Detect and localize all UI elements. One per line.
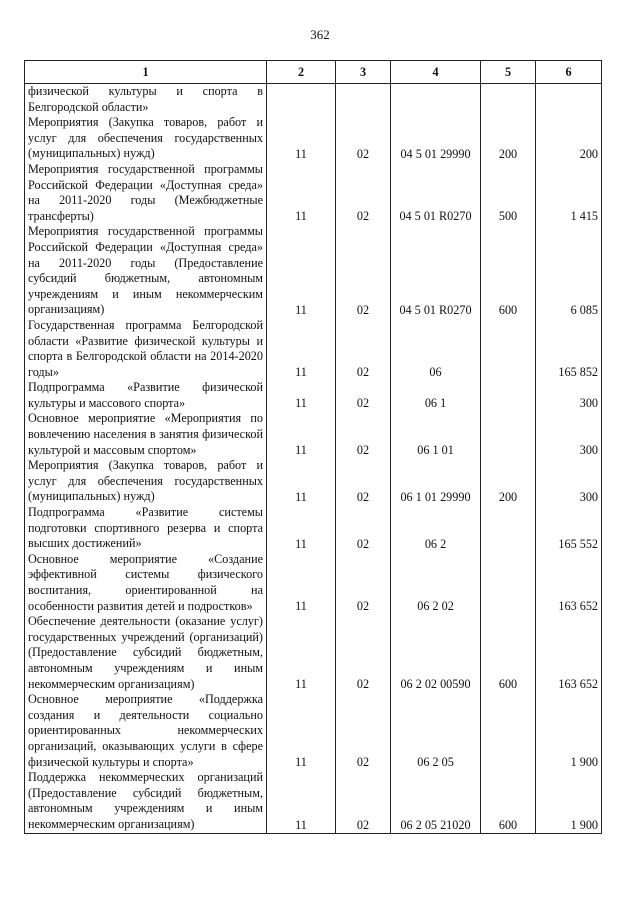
row-section-cell: 11 [267,770,336,833]
row-section-cell: 11 [267,162,336,224]
row-expense-type-cell: 600 [481,770,536,833]
budget-table [24,60,602,834]
row-subsection-cell: 02 [336,411,391,458]
row-expense-type-cell: 600 [481,224,536,318]
row-section-cell [267,84,336,116]
row-name-cell: Мероприятия (Закупка товаров, работ и услуг для обеспечения государственных (муниципальных) нужд) [25,458,267,505]
row-expense-type-cell [481,552,536,614]
row-amount-cell: 6 085 [536,224,602,318]
row-expense-type-cell [481,380,536,411]
row-section-cell: 11 [267,224,336,318]
row-expense-type-cell [481,84,536,116]
row-expense-type-cell: 200 [481,458,536,505]
table-row [25,162,602,224]
row-section-cell: 11 [267,505,336,552]
table-row [25,380,602,411]
table-row [25,552,602,614]
row-amount-cell: 1 900 [536,692,602,770]
row-target-item-cell: 06 2 05 21020 [391,770,481,833]
row-section-cell: 11 [267,380,336,411]
row-expense-type-cell [481,505,536,552]
table-row [25,458,602,505]
header-col-3: 3 [336,61,391,84]
row-target-item-cell: 06 2 02 00590 [391,614,481,692]
row-target-item-cell: 06 1 01 [391,411,481,458]
table-row [25,614,602,692]
header-row [25,61,602,84]
row-expense-type-cell [481,692,536,770]
header-col-1: 1 [25,61,267,84]
row-name-cell: Подпрограмма «Развитие системы подготовки спортивного резерва и спорта высших достижений» [25,505,267,552]
row-target-item-cell: 06 2 05 [391,692,481,770]
table-row [25,505,602,552]
row-name-cell: Основное мероприятие «Создание эффективной системы физического воспитания, ориентированной на особенности развития детей и подростков» [25,552,267,614]
row-section-cell: 11 [267,692,336,770]
row-subsection-cell: 02 [336,458,391,505]
row-section-cell: 11 [267,614,336,692]
table-row [25,411,602,458]
row-subsection-cell: 02 [336,614,391,692]
row-amount-cell: 163 652 [536,552,602,614]
row-subsection-cell: 02 [336,552,391,614]
row-amount-cell: 300 [536,380,602,411]
row-section-cell: 11 [267,318,336,380]
row-subsection-cell: 02 [336,380,391,411]
row-expense-type-cell: 600 [481,614,536,692]
table-row [25,318,602,380]
header-col-5: 5 [481,61,536,84]
row-name-cell: Основное мероприятие «Поддержка создания и деятельности социально ориентированных некоммерческих организаций, оказывающих услуги в сфере физической культуры и спорта» [25,692,267,770]
row-subsection-cell: 02 [336,318,391,380]
row-amount-cell [536,84,602,116]
row-section-cell: 11 [267,115,336,162]
row-name-cell: Поддержка некоммерческих организаций (Предоставление субсидий бюджетным, автономным учреждениям и иным некоммерческим организациям) [25,770,267,833]
row-target-item-cell: 06 2 02 [391,552,481,614]
table-row [25,770,602,833]
header-col-4: 4 [391,61,481,84]
row-target-item-cell: 06 2 [391,505,481,552]
row-subsection-cell: 02 [336,162,391,224]
table-row [25,115,602,162]
row-name-cell: Мероприятия государственной программы Российской Федерации «Доступная среда» на 2011-2020 годы (Предоставление субсидий бюджетным, автономным учреждениям и иным некоммерческим организациям) [25,224,267,318]
row-target-item-cell: 04 5 01 R0270 [391,162,481,224]
table-row [25,224,602,318]
row-expense-type-cell: 500 [481,162,536,224]
table-row [25,84,602,116]
row-amount-cell: 163 652 [536,614,602,692]
row-name-cell: Обеспечение деятельности (оказание услуг) государственных учреждений (организаций) (Предоставление субсидий бюджетным, автономным учреждениям и иным некоммерческим организациям) [25,614,267,692]
row-expense-type-cell [481,411,536,458]
row-subsection-cell: 02 [336,505,391,552]
row-subsection-cell [336,84,391,116]
row-target-item-cell: 04 5 01 29990 [391,115,481,162]
row-amount-cell: 165 552 [536,505,602,552]
row-section-cell: 11 [267,411,336,458]
header-col-6: 6 [536,61,602,84]
row-expense-type-cell [481,318,536,380]
row-target-item-cell: 06 1 01 29990 [391,458,481,505]
row-amount-cell: 1 900 [536,770,602,833]
row-amount-cell: 165 852 [536,318,602,380]
row-target-item-cell: 04 5 01 R0270 [391,224,481,318]
row-name-cell: Основное мероприятие «Мероприятия по вовлечению населения в занятия физической культурой и массовым спортом» [25,411,267,458]
row-target-item-cell: 06 1 [391,380,481,411]
page-number: 362 [310,27,330,42]
row-name-cell: Подпрограмма «Развитие физической культуры и массового спорта» [25,380,267,411]
row-amount-cell: 200 [536,115,602,162]
row-section-cell: 11 [267,458,336,505]
row-name-cell: физической культуры и спорта в Белгородской области» [25,84,267,116]
row-name-cell: Мероприятия (Закупка товаров, работ и услуг для обеспечения государственных (муниципальных) нужд) [25,115,267,162]
row-amount-cell: 300 [536,458,602,505]
table-row [25,692,602,770]
row-subsection-cell: 02 [336,115,391,162]
header-col-2: 2 [267,61,336,84]
row-expense-type-cell: 200 [481,115,536,162]
row-name-cell: Государственная программа Белгородской области «Развитие физической культуры и спорта в Белгородской области на 2014-2020 годы» [25,318,267,380]
row-subsection-cell: 02 [336,224,391,318]
row-section-cell: 11 [267,552,336,614]
row-amount-cell: 1 415 [536,162,602,224]
row-target-item-cell: 06 [391,318,481,380]
row-subsection-cell: 02 [336,770,391,833]
row-subsection-cell: 02 [336,692,391,770]
row-name-cell: Мероприятия государственной программы Российской Федерации «Доступная среда» на 2011-2020 годы (Межбюджетные трансферты) [25,162,267,224]
row-target-item-cell [391,84,481,116]
row-amount-cell: 300 [536,411,602,458]
